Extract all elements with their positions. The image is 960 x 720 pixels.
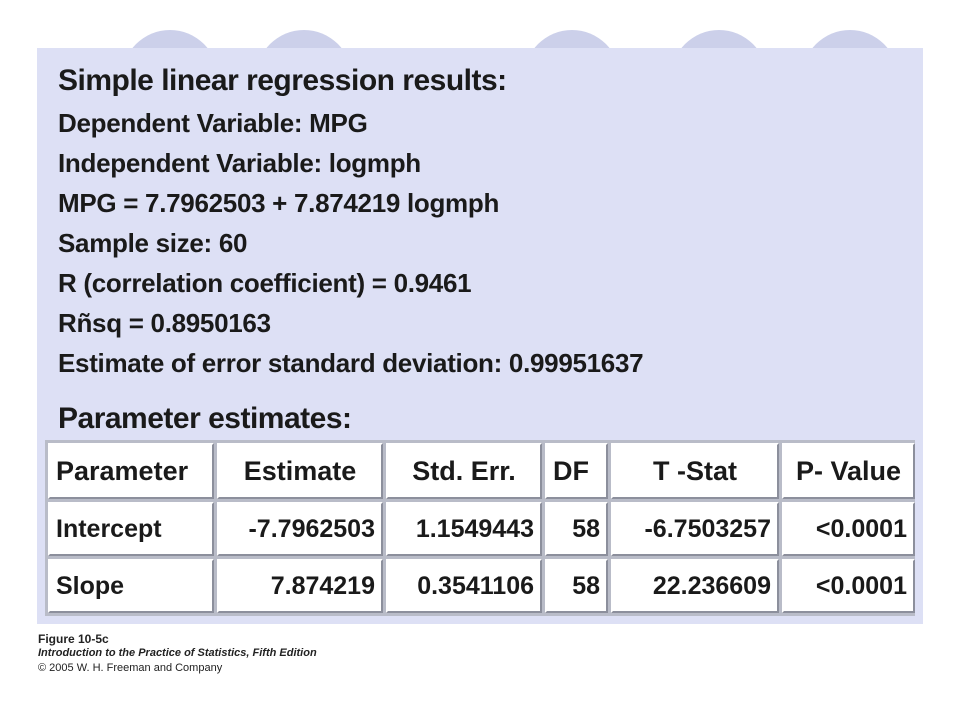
cell-parameter: Intercept <box>48 502 214 556</box>
independent-variable-line: Independent Variable: logmph <box>58 148 421 178</box>
cell-p-value: <0.0001 <box>782 502 915 556</box>
parameter-table-container <box>45 440 915 616</box>
header-std-err: Std. Err. <box>386 443 542 499</box>
cell-t-stat: 22.236609 <box>611 559 779 613</box>
cell-std-err: 1.1549443 <box>386 502 542 556</box>
header-t-stat: T -Stat <box>611 443 779 499</box>
error-std-deviation-line: Estimate of error standard deviation: 0.99951637 <box>58 348 644 378</box>
copyright-notice: © 2005 W. H. Freeman and Company <box>38 662 223 674</box>
table-row <box>48 559 915 613</box>
cell-df: 58 <box>545 559 608 613</box>
results-title: Simple linear regression results: <box>58 64 507 97</box>
sample-size-line: Sample size: 60 <box>58 228 248 258</box>
cell-p-value: <0.0001 <box>782 559 915 613</box>
cell-estimate: -7.7962503 <box>217 502 383 556</box>
table-header-row <box>48 443 915 499</box>
header-df: DF <box>545 443 608 499</box>
header-estimate: Estimate <box>217 443 383 499</box>
table-row <box>48 502 915 556</box>
regression-equation-line: MPG = 7.7962503 + 7.874219 logmph <box>58 188 500 218</box>
book-title: Introduction to the Practice of Statistics, Fifth Edition <box>38 647 317 659</box>
cell-estimate: 7.874219 <box>217 559 383 613</box>
dependent-variable-line: Dependent Variable: MPG <box>58 108 368 138</box>
figure-number: Figure 10-5c <box>38 632 109 646</box>
header-parameter: Parameter <box>48 443 214 499</box>
cell-parameter: Slope <box>48 559 214 613</box>
cell-std-err: 0.3541106 <box>386 559 542 613</box>
r-squared-line: Rñsq = 0.8950163 <box>58 308 271 338</box>
parameter-estimates-heading: Parameter estimates: <box>58 402 352 435</box>
cell-t-stat: -6.7503257 <box>611 502 779 556</box>
correlation-coefficient-line: R (correlation coefficient) = 0.9461 <box>58 268 472 298</box>
cell-df: 58 <box>545 502 608 556</box>
header-p-value: P- Value <box>782 443 915 499</box>
parameter-table <box>45 440 918 616</box>
